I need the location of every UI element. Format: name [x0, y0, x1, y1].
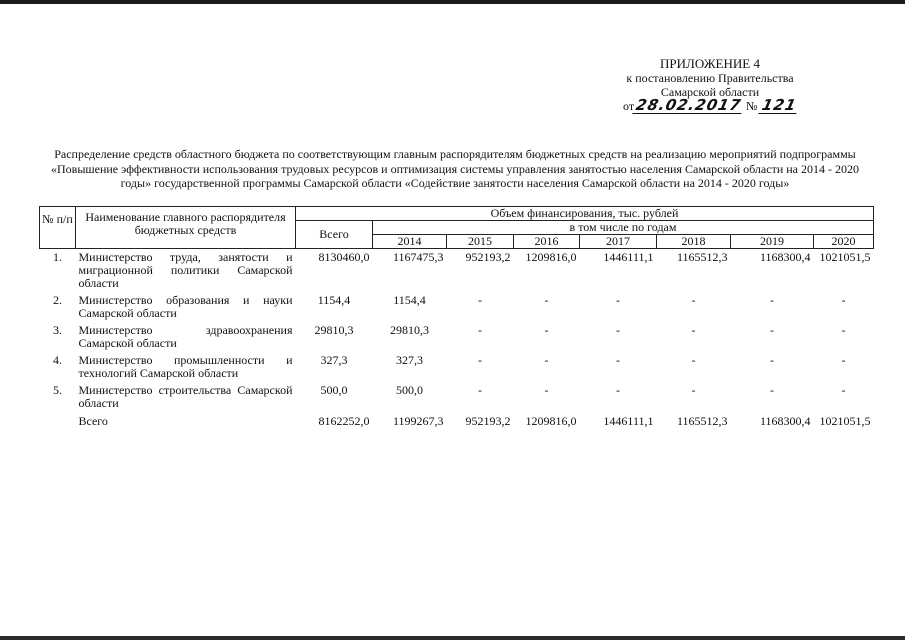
handwritten-date: 28.02.2017 [634, 96, 744, 114]
row-year-value: - [841, 383, 846, 397]
row-year-value: - [478, 383, 482, 397]
appendix-heading: ПРИЛОЖЕНИЕ 4 [660, 56, 760, 71]
row-year-value: - [691, 383, 696, 397]
row-year-value: 1209816,0 [525, 250, 577, 264]
table-row [40, 249, 874, 293]
row-year-value: 1446111,1 [603, 250, 654, 264]
row-year-value: 29810,3 [390, 323, 429, 337]
row-num: 1. [53, 250, 62, 264]
row-num: 4. [53, 353, 62, 367]
row-year-value: - [544, 293, 549, 307]
row-name: Министерство труда, занятости и миграционной политики Самарской области [78, 250, 293, 290]
document-title: Распределение средств областного бюджета по соответствующим главным распорядителям бюджетных средств на реализацию мероприятий подпрограммы «Повышение эффективности использования трудовых ресурсов и оптимизация системы управления занятостью населения Самарской области на 2014 - 2020 годы» государственной программы Самарской области «Содействие занятости населения Самарской области на 2014 - 2020 годы» [51, 147, 859, 190]
row-year-value: 1167475,3 [392, 250, 444, 264]
row-year-value: 1168300,4 [759, 250, 811, 264]
number-prefix: № [746, 99, 758, 113]
appendix-line-1: к постановлению Правительства [626, 71, 794, 85]
row-year-value: 1165512,3 [676, 250, 728, 264]
header-year: 2019 [731, 235, 814, 249]
grand-total-row [40, 412, 874, 430]
budget-table [39, 206, 874, 430]
grand-total-year: 1168300,4 [759, 414, 811, 428]
grand-total-year: 1446111,1 [603, 414, 654, 428]
row-name: Министерство промышленности и технологий Самарской области [78, 353, 293, 380]
header-year: 2014 [373, 235, 447, 249]
row-year-value: - [770, 383, 774, 397]
date-prefix: от [623, 99, 635, 113]
scan-top-edge [0, 0, 905, 4]
appendix-block [600, 57, 820, 99]
row-year-value: - [478, 293, 482, 307]
appendix-line-2: Самарской области [660, 85, 760, 99]
row-year-value: 1154,4 [393, 293, 426, 307]
grand-total-label: Всего [78, 414, 108, 428]
row-year-value: - [841, 353, 846, 367]
row-year-value: - [616, 293, 620, 307]
row-year-value: - [841, 323, 846, 337]
table-row [40, 382, 874, 412]
row-year-value: 1021051,5 [819, 250, 871, 264]
row-year-value: - [691, 353, 696, 367]
header-by-years: в том числе по годам [373, 221, 874, 235]
table-row [40, 292, 874, 322]
row-num: 5. [53, 383, 62, 397]
row-year-value: - [616, 353, 620, 367]
row-num: 3. [53, 323, 62, 337]
table-header [40, 207, 874, 249]
header-num: № п/п [40, 207, 76, 249]
table-row [40, 352, 874, 382]
grand-total-year: 952193,2 [465, 414, 511, 428]
row-year-value: 327,3 [396, 353, 423, 367]
row-year-value: - [770, 323, 774, 337]
row-year-value: - [544, 383, 549, 397]
header-total: Всего [296, 221, 373, 249]
header-year: 2015 [447, 235, 514, 249]
row-year-value: - [616, 323, 620, 337]
header-funding: Объем финансирования, тыс. рублей [296, 207, 874, 221]
header-year: 2020 [814, 235, 874, 249]
grand-total-year: 1021051,5 [819, 414, 871, 428]
row-year-value: - [616, 383, 620, 397]
row-total: 327,3 [320, 353, 348, 367]
row-year-value: 500,0 [396, 383, 423, 397]
table-row [40, 322, 874, 352]
row-year-value: - [478, 323, 482, 337]
header-year: 2018 [657, 235, 731, 249]
grand-total-year: 1199267,3 [392, 414, 444, 428]
header-name: Наименование главного распорядителя бюджетных средств [76, 207, 296, 249]
grand-total-year: 1209816,0 [525, 414, 577, 428]
row-year-value: - [691, 323, 696, 337]
table-body [40, 249, 874, 431]
row-year-value: - [770, 353, 774, 367]
row-name: Министерство образования и науки Самарской области [78, 293, 293, 320]
row-year-value: - [841, 293, 846, 307]
row-year-value: - [478, 353, 482, 367]
handwritten-number: 121 [760, 96, 799, 114]
row-total: 29810,3 [314, 323, 354, 337]
scan-bottom-edge [0, 636, 905, 640]
row-year-value: 952193,2 [465, 250, 511, 264]
row-name: Министерство здравоохранения Самарской области [78, 323, 293, 350]
total-num-empty [40, 412, 76, 430]
row-num: 2. [53, 293, 62, 307]
row-total: 8130460,0 [318, 250, 370, 264]
row-total: 1154,4 [317, 293, 351, 307]
row-year-value: - [691, 293, 696, 307]
grand-total-year: 1165512,3 [676, 414, 728, 428]
header-year: 2016 [514, 235, 580, 249]
row-year-value: - [544, 353, 549, 367]
row-total: 500,0 [320, 383, 348, 397]
header-year: 2017 [580, 235, 657, 249]
row-year-value: - [770, 293, 774, 307]
grand-total-value: 8162252,0 [318, 414, 370, 428]
row-name: Министерство строительства Самарской области [78, 383, 293, 410]
resolution-date-line [623, 98, 823, 114]
row-year-value: - [544, 323, 549, 337]
